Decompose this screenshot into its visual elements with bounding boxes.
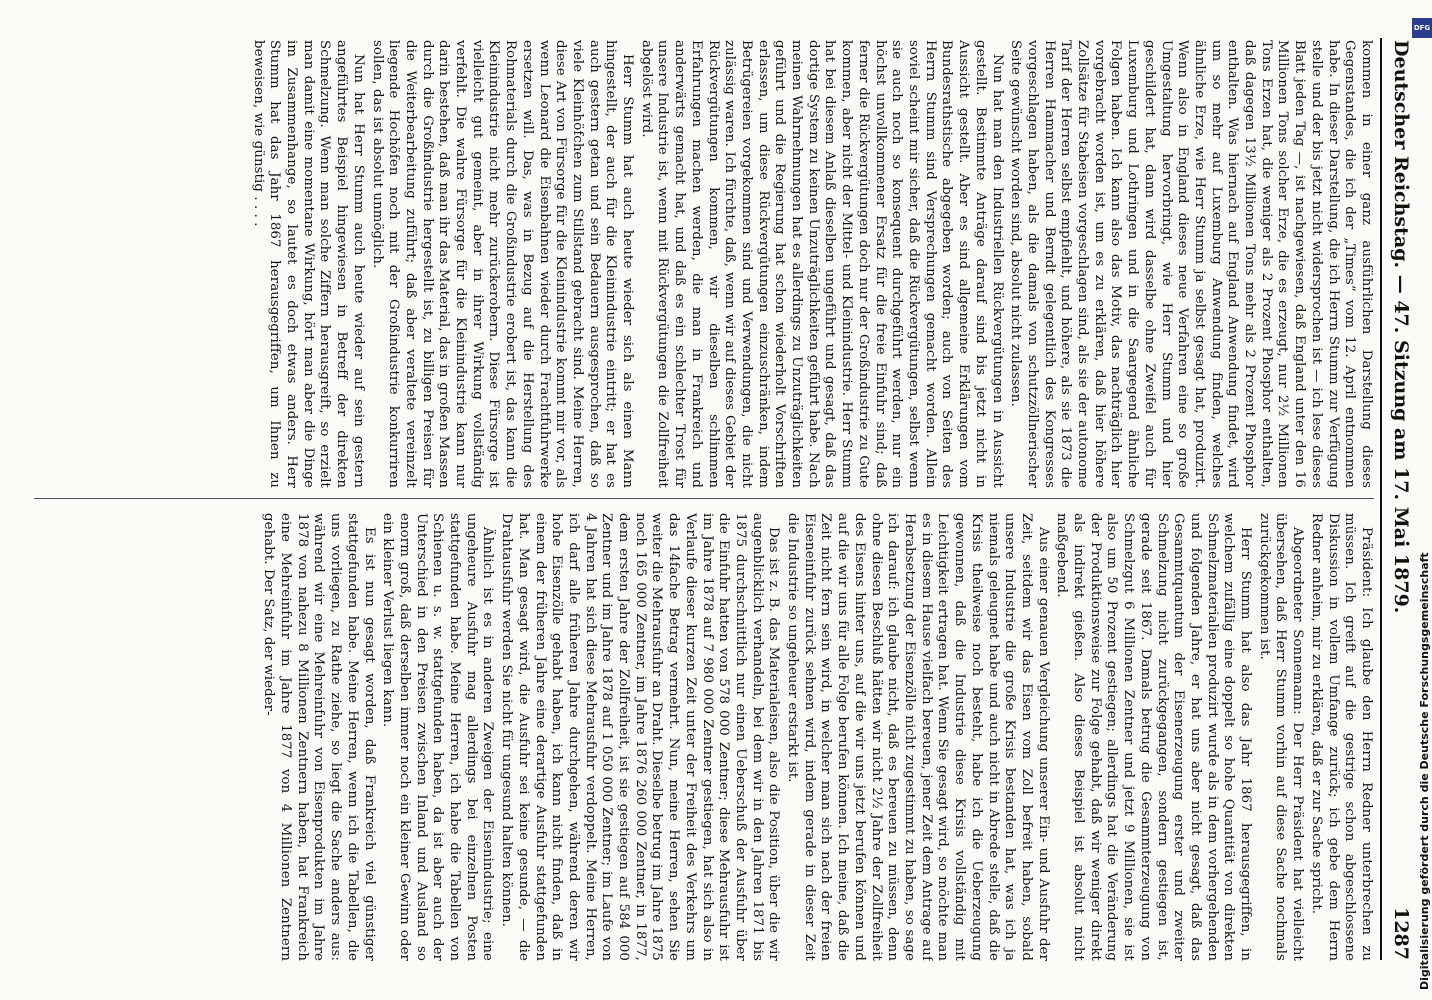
running-header — [1384, 40, 1414, 960]
header-title: Deutscher Reichstag. — 47. Sitzung am 17. Mai 1879. — [1390, 40, 1412, 614]
page-number: 1287 — [1390, 907, 1412, 960]
right-paragraph-5: Das ist z. B. das Materialeisen, also die Position, über die wir augenblicklich verhandeln, bei dem wir in den Jahren 1871 bis 1875 durchschnittlich nur einen Ueberschuß der Ausfuhr über die Einfuhr hatten von 578 000 Zentner; diese Mehrausfuhr ist im Jahre 1878 auf 7 980 000 Zentner gestiegen, hat sich also in Verlaufe dieser kurzen Zeit unter der Freiheit des Verkehrs um das 14fache Betrag vermehrt. Nun, meine Herren, sehen Sie weiter die Mehrausfuhr an Draht. Dieselbe betrug im Jahre 1875 noch 165 000 Zentner, im Jahre 1876 260 000 Zentner, in 1877, dem ersten Jahre der Zollfreiheit, ist sie gestiegen auf 584 000 Zentner und im Jahre 1878 auf 1 050 000 Zentner; im Laufe von 4 Jahren hat sich diese Mehrausfuhr verdoppelt. Meine Herren, ich darf alle früheren Jahre durchgehen, während deren wir hohe Eisenzölle gehabt haben, ich kann nicht finden, daß in einem der früheren Jahre eine derartige Ausfuhr stattgefunden hat. Man gesagt wird, die Ausfuhr sei keine gesunde, — die Drahtausfuhr werden Sie nicht für ungesund halten können. — [499, 513, 782, 961]
column-divider — [34, 498, 1374, 499]
dfg-logo — [1412, 18, 1432, 38]
right-column — [34, 513, 1374, 961]
right-paragraph-3: Herr Stumm hat also das Jahr 1867 herausgegriffen, in welchem zufällig eine doppelt so hohe Quantität von direkten Schmelzmaterialien produzirt wurde als in dem vorhergehenden und folgenden Jahre, er hat uns aber nicht gesagt, daß das Gesammtquantum der Eisenerzeugung erster und zweiter Schmelzung nicht zurückgegangen, sondern gestiegen ist, gerade seit 1867. Damals betrug die Gesammterzeugung von Schmelzgut 6 Millionen Zentner und jetzt 9 Millionen, sie ist also um 50 Prozent gestiegen; allerdings hat die Veränderung der Produktionsweise zur Folge gehabt, daß wir weniger direkt als indirekt gießen. Also dieses Beispiel ist absolut nicht maßgebend. — [1054, 513, 1254, 961]
dfg-logo-text: DFG — [1413, 24, 1431, 32]
credit-text: Digitalisierung gefördert durch die Deutsche Forschungsgemeinschaft — [1418, 552, 1431, 990]
header-rule — [1380, 38, 1382, 960]
digitization-credit — [1418, 552, 1431, 990]
left-column — [34, 40, 1374, 488]
right-paragraph-7: Es ist nun gesagt worden, daß Frankreich viel günstiger stattgefunden habe. Meine Herren, wenn ich die Tabellen, die uns vorliegen, zu Rathe ziehe, so liegt die Sache anders aus: während wir eine Mehreinfuhr von Eisenprodukten im Jahre 1878 von nahezu 8 Millionen Zentnern haben, hat Frankreich eine Mehreinfuhr im Jahre 1877 von 4 Millionen Zentnern gehabt. Der Satz, der wieder- — [261, 513, 377, 961]
left-paragraph-4: Nun hat Herr Stumm auch heute wieder auf sein gestern angeführtes Beispiel hingewiesen in Betreff der direkten Schmelzung. Wenn man solche Ziffern herausgreift, so erzielt man damit eine momentane Wirkung, hört man aber die Dinge im Zusammenhange, so lautet es doch etwas anders. Herr Stumm hat das Jahr 1867 herausgegriffen, um Ihnen zu beweisen, wie günstig . . . . — [250, 40, 366, 488]
right-paragraph-6: Ähnlich ist es in anderen Zweigen der Eisenindustrie; eine ungeheure Ausfuhr mag allerdings bei einzelnen Posten stattgefunden habe. Meine Herren, ich habe die Tabellen von Schienen u. s. w. stattgefunden haben, da ist aber auch der Unterschied in den Preisen zwischen Inland und Ausland so enorm groß, daß derselben immer noch ein kleiner Gewinn oder ein kleiner Verlust liegen kann. — [380, 513, 496, 961]
right-paragraph-2: Abgeordneter Sonnemann: Der Herr Präsident hat vielleicht übersehen, daß Herr Stumm vorhin auf diese Sache nochmals zurückgekommen ist. — [1256, 513, 1306, 961]
left-paragraph-1: kommen in einer ganz ausführlichen Darstellung dieses Gegenstandes, die ich der „Times“ vom 12. April entnommen habe. In dieser Darstellung, die ich Herrn Stumm zur Verfügung stelle und der bis jetzt nicht widersprochen ist — ich lese dieses Blatt jeden Tag —, ist nachgewiesen, daß England unter den 16 Millionen Tons solcher Erze, die es erzeugt, nur 2½ Millionen Tons Erzen hat, die weniger als 2 Prozent Phosphor enthalten, daß dagegen 13½ Millionen Tons mehr als 2 Prozent Phosphor enthalten. Was hiernach auf England Anwendung findet, wird um so mehr auf Luxemburg Anwendung finden, welches ähnliche Erze, wie Herr Stumm ja selbst gesagt hat, produzirt. Wenn also in England dieses neue Verfahren eine so große Umgestaltung hervorbringt, wie Herr Stumm und hier geschildert hat, dann wird dasselbe ohne Zweifel auch für Luxemburg und Lothringen und in die Saargegend ähnliche Folgen haben. Ich kann also das Motiv, das nachträglich hier vorgebracht worden ist, um es zu erklären, daß hier höhere Zollsätze für Stabeisen vorgeschlagen sind, als sie der autonome Tarif der Herren selbst empfiehlt, und höhere, als sie 1873 die Herren Hammacher und Berndt gelegentlich des Kongresses vorgeschlagen haben, als die damals von schutzzöllnerischer Seite gewünscht worden sind, absolut nicht zulassen. — [1008, 40, 1374, 488]
left-paragraph-2: Nun hat man den Industriellen Rückvergütungen in Aussicht gestellt. Bestimmte Anträge darauf sind bis jetzt nicht in Aussicht gestellt. Aber es sind allgemeine Erklärungen vom Bundesrathstische abgegeben worden; auch von Seiten des Herrn Stumm sind Versprechungen gemacht worden. Allein soviel scheint mir sicher, daß die Rückvergütungen, selbst wenn sie auch noch so konsequent durchgeführt werden, nur ein höchst unvollkommener Ersatz für die freie Einfuhr sind; daß ferner die Rückvergütungen doch nur der Großindustrie zu Gute kommen, aber nicht der Mittel- und Kleinindustrie. Herr Stumm hat bei diesem Anlaß dieselben ungeführt und gesagt, daß das dortige System zu keinen Unzuträglichkeiten geführt habe. Nach meinen Wahrnehmungen hat es allerdings zu Unzuträglichkeiten geführt und die Regierung hat schon wiederholt Vorschriften erlassen, um diese Rückvergütungen einzuschränken, indem Betrügereien vorgekommen sind und Verwendungen, die nicht zulässig waren. Ich fürchte, daß, wenn wir auf dieses Gebiet der Rückvergütungen kommen, wir dieselben schlimmen Erfahrungen machen werden, die man in Frankreich und anderwärts gemacht hat, und daß es ein schlechter Trost für unsere Industrie ist, wenn mit Rückvergütungen die Zollfreiheit abgelöst wird. — [638, 40, 1005, 488]
left-paragraph-3: Herr Stumm hat auch heute wieder sich als einen Mann hingestellt, der auch für die Kleinindustrie eintritt; er hat es auch gestern getan und sein Bedauern ausgesprochen, daß so viele Kleinhöfchen zum Stillstand gebracht sind. Meine Herren, diese Art von Fürsorge für die Kleinindustrie kommt mir vor, als wenn Leonard die Eisenbahnen wieder durch Frachtfuhrwerke ersetzen will. Das, was in Bezug auf die Herstellung des Rohmaterials durch die Großindustrie erobert ist, das kann die Kleinindustrie nicht mehr zurückerobern. Diese Fürsorge ist vielleicht gut gemeint, aber in ihrer Wirkung vollständig verfehlt. Die wahre Fürsorge für die Kleinindustrie kann nur darin bestehen, daß man ihr das Material, das in großen Massen durch die Großindustrie hergestellt ist, zu billigen Preisen für die Weiterbearbeitung zuführt; daß aber veraltete vereinzelt liegende Hochöfen noch mit der Großindustrie konkurriren sollen, das ist absolut unmöglich. — [369, 40, 636, 488]
right-paragraph-4: Aus einer genauen Vergleichung unserer Ein- und Ausfuhr der Zeit, seitdem wir das Eisen vom Zoll befreit haben, sobald unsere Industrie die große Krisis bestanden hat, was ich ja niemals geleugnet habe und auch nicht in Abrede stelle, daß die Krisis theilweise noch besteht, habe ich die Ueberzeugung gewonnen, daß die Industrie diese Krisis vollständig mit Leichtigkeit ertragen hat. Wenn Sie gesagt wird, so möchte man es in diesem Hause vielfach bereuen, jener Zeit dem Antrage auf Herabsetzung der Eisenzölle nicht zugestimmt zu haben, so sage ich darauf: ich glaube nicht, daß es bereuen zu müssen, denn ohne diesen Beschluß hätten wir nicht 2½ Jahre der Zollfreiheit des Eisens hinter uns, auf die wir uns jetzt berufen können und auf die wir uns für alle Folge berufen können. Ich meine, daß die Zeit nicht fern sein wird, in welcher man sich nach der freien Eiseneinfuhr zurück sehnen wird, indem gerade in dieser Zeit die Industrie so ungeheuer erstarkt ist. — [785, 513, 1051, 961]
right-paragraph-1: Präsident: Ich glaube den Herrn Redner unterbrechen zu müssen. Ich greift auf die gestrige schon abgeschlossene Diskussion in vollem Umfange zurück; ich gebe dem Herrn Redner anheim, mir zu erklären, daß er zur Sache spricht. — [1308, 513, 1374, 961]
